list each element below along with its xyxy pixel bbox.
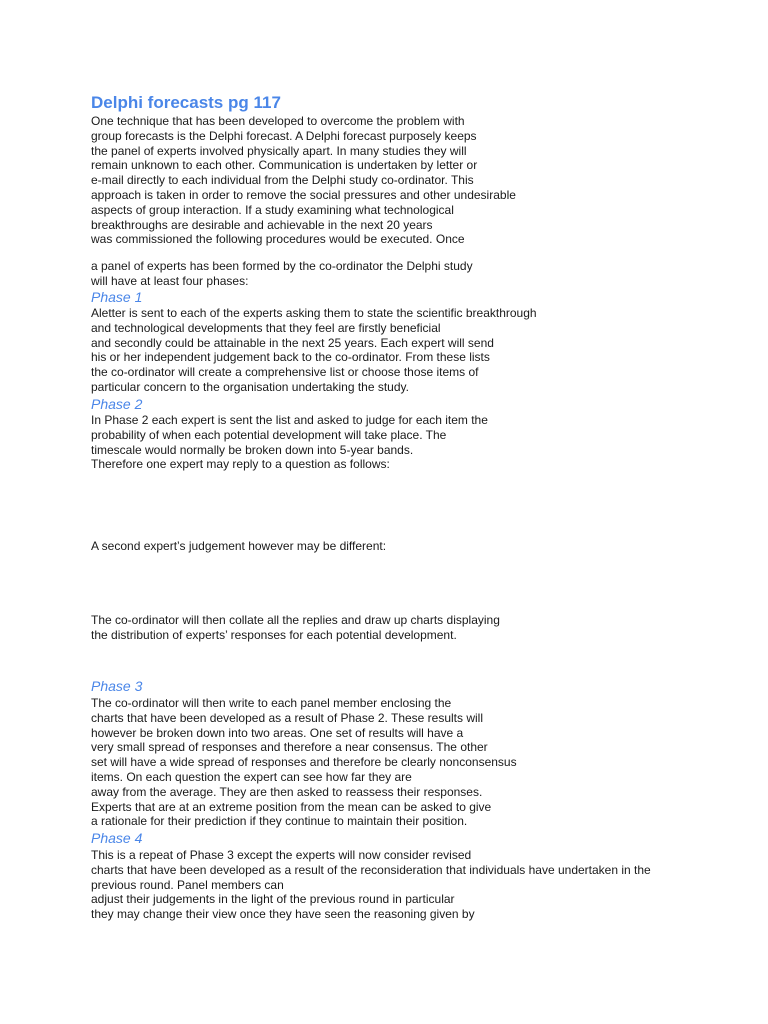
phase-2-line: timescale would normally be broken down into 5-year bands. xyxy=(91,442,414,457)
document-title: Delphi forecasts pg 117 xyxy=(91,93,281,112)
phase-1-paragraph xyxy=(91,306,537,395)
phase-3-line: a rationale for their prediction if they continue to maintain their position. xyxy=(91,814,468,829)
phase-4-paragraph xyxy=(91,848,651,922)
phase-4-heading: Phase 4 xyxy=(91,830,143,846)
intro-paragraph xyxy=(91,114,516,247)
collate-line: the distribution of experts’ responses for each potential development. xyxy=(91,627,457,642)
phase-4-line: This is a repeat of Phase 3 except the experts will now consider revised xyxy=(91,848,472,862)
phase-2-paragraph xyxy=(91,413,488,472)
phase-3-line: set will have a wide spread of responses and therefore be clearly nonconsensus xyxy=(91,755,517,770)
second-expert-paragraph xyxy=(91,539,386,554)
phase-4-line: previous round. Panel members can xyxy=(91,877,284,892)
phase-2-line: probability of when each potential development will take place. The xyxy=(91,427,447,442)
phase-4-line: adjust their judgements in the light of the previous round in particular xyxy=(91,892,455,907)
intro-line: group forecasts is the Delphi forecast. A Delphi forecast purposely keeps xyxy=(91,128,477,143)
phase-4-line: they may change their view once they have seen the reasoning given by xyxy=(91,907,475,922)
panel-paragraph xyxy=(91,259,473,289)
phase-3-line: very small spread of responses and therefore a near consensus. The other xyxy=(91,740,488,755)
intro-line: breakthroughs are desirable and achievable in the next 20 years xyxy=(91,217,433,232)
phase-3-paragraph xyxy=(91,696,517,829)
phase-2-line: In Phase 2 each expert is sent the list and asked to judge for each item the xyxy=(91,413,488,427)
intro-line: e-mail directly to each individual from the Delphi study co-ordinator. This xyxy=(91,173,474,188)
phase-3-line: away from the average. They are then asked to reassess their responses. xyxy=(91,784,483,799)
phase-1-line: the co-ordinator will create a comprehensive list or choose those items of xyxy=(91,365,479,380)
phase-1-heading: Phase 1 xyxy=(91,289,143,305)
phase-3-line: Experts that are at an extreme position from the mean can be asked to give xyxy=(91,799,492,814)
phase-3-line: items. On each question the expert can see how far they are xyxy=(91,769,412,784)
phase-2-line: Therefore one expert may reply to a question as follows: xyxy=(91,457,390,472)
phase-4-line: charts that have been developed as a result of the reconsideration that individuals have undertaken in the xyxy=(91,862,651,877)
phase-1-line: and secondly could be attainable in the next 25 years. Each expert will send xyxy=(91,335,494,350)
intro-line: the panel of experts involved physically apart. In many studies they will xyxy=(91,143,467,158)
phase-1-line: particular concern to the organisation undertaking the study. xyxy=(91,379,409,394)
intro-line: remain unknown to each other. Communication is undertaken by letter or xyxy=(91,158,478,173)
phase-1-line: his or her independent judgement back to the co-ordinator. From these lists xyxy=(91,350,490,365)
panel-line: will have at least four phases: xyxy=(91,273,249,288)
phase-1-line: and technological developments that they feel are firstly beneficial xyxy=(91,320,441,335)
phase-3-line: charts that have been developed as a result of Phase 2. These results will xyxy=(91,710,484,725)
intro-line: aspects of group interaction. If a study examining what technological xyxy=(91,202,454,217)
phase-2-heading: Phase 2 xyxy=(91,396,143,412)
intro-line: was commissioned the following procedures would be executed. Once xyxy=(91,232,465,247)
phase-3-line: however be broken down into two areas. One set of results will have a xyxy=(91,725,464,740)
phase-3-line: The co-ordinator will then write to each panel member enclosing the xyxy=(91,696,452,710)
collate-line: The co-ordinator will then collate all the replies and draw up charts displaying xyxy=(91,613,500,627)
intro-line: One technique that has been developed to overcome the problem with xyxy=(91,114,465,128)
panel-line: a panel of experts has been formed by the co-ordinator the Delphi study xyxy=(91,259,473,273)
second-expert-line: A second expert’s judgement however may be different: xyxy=(91,539,387,553)
collate-paragraph xyxy=(91,613,500,643)
phase-1-line: Aletter is sent to each of the experts asking them to state the scientific breakthrough xyxy=(91,306,537,320)
intro-line: approach is taken in order to remove the social pressures and other undesirable xyxy=(91,187,516,202)
phase-3-heading: Phase 3 xyxy=(91,678,143,694)
